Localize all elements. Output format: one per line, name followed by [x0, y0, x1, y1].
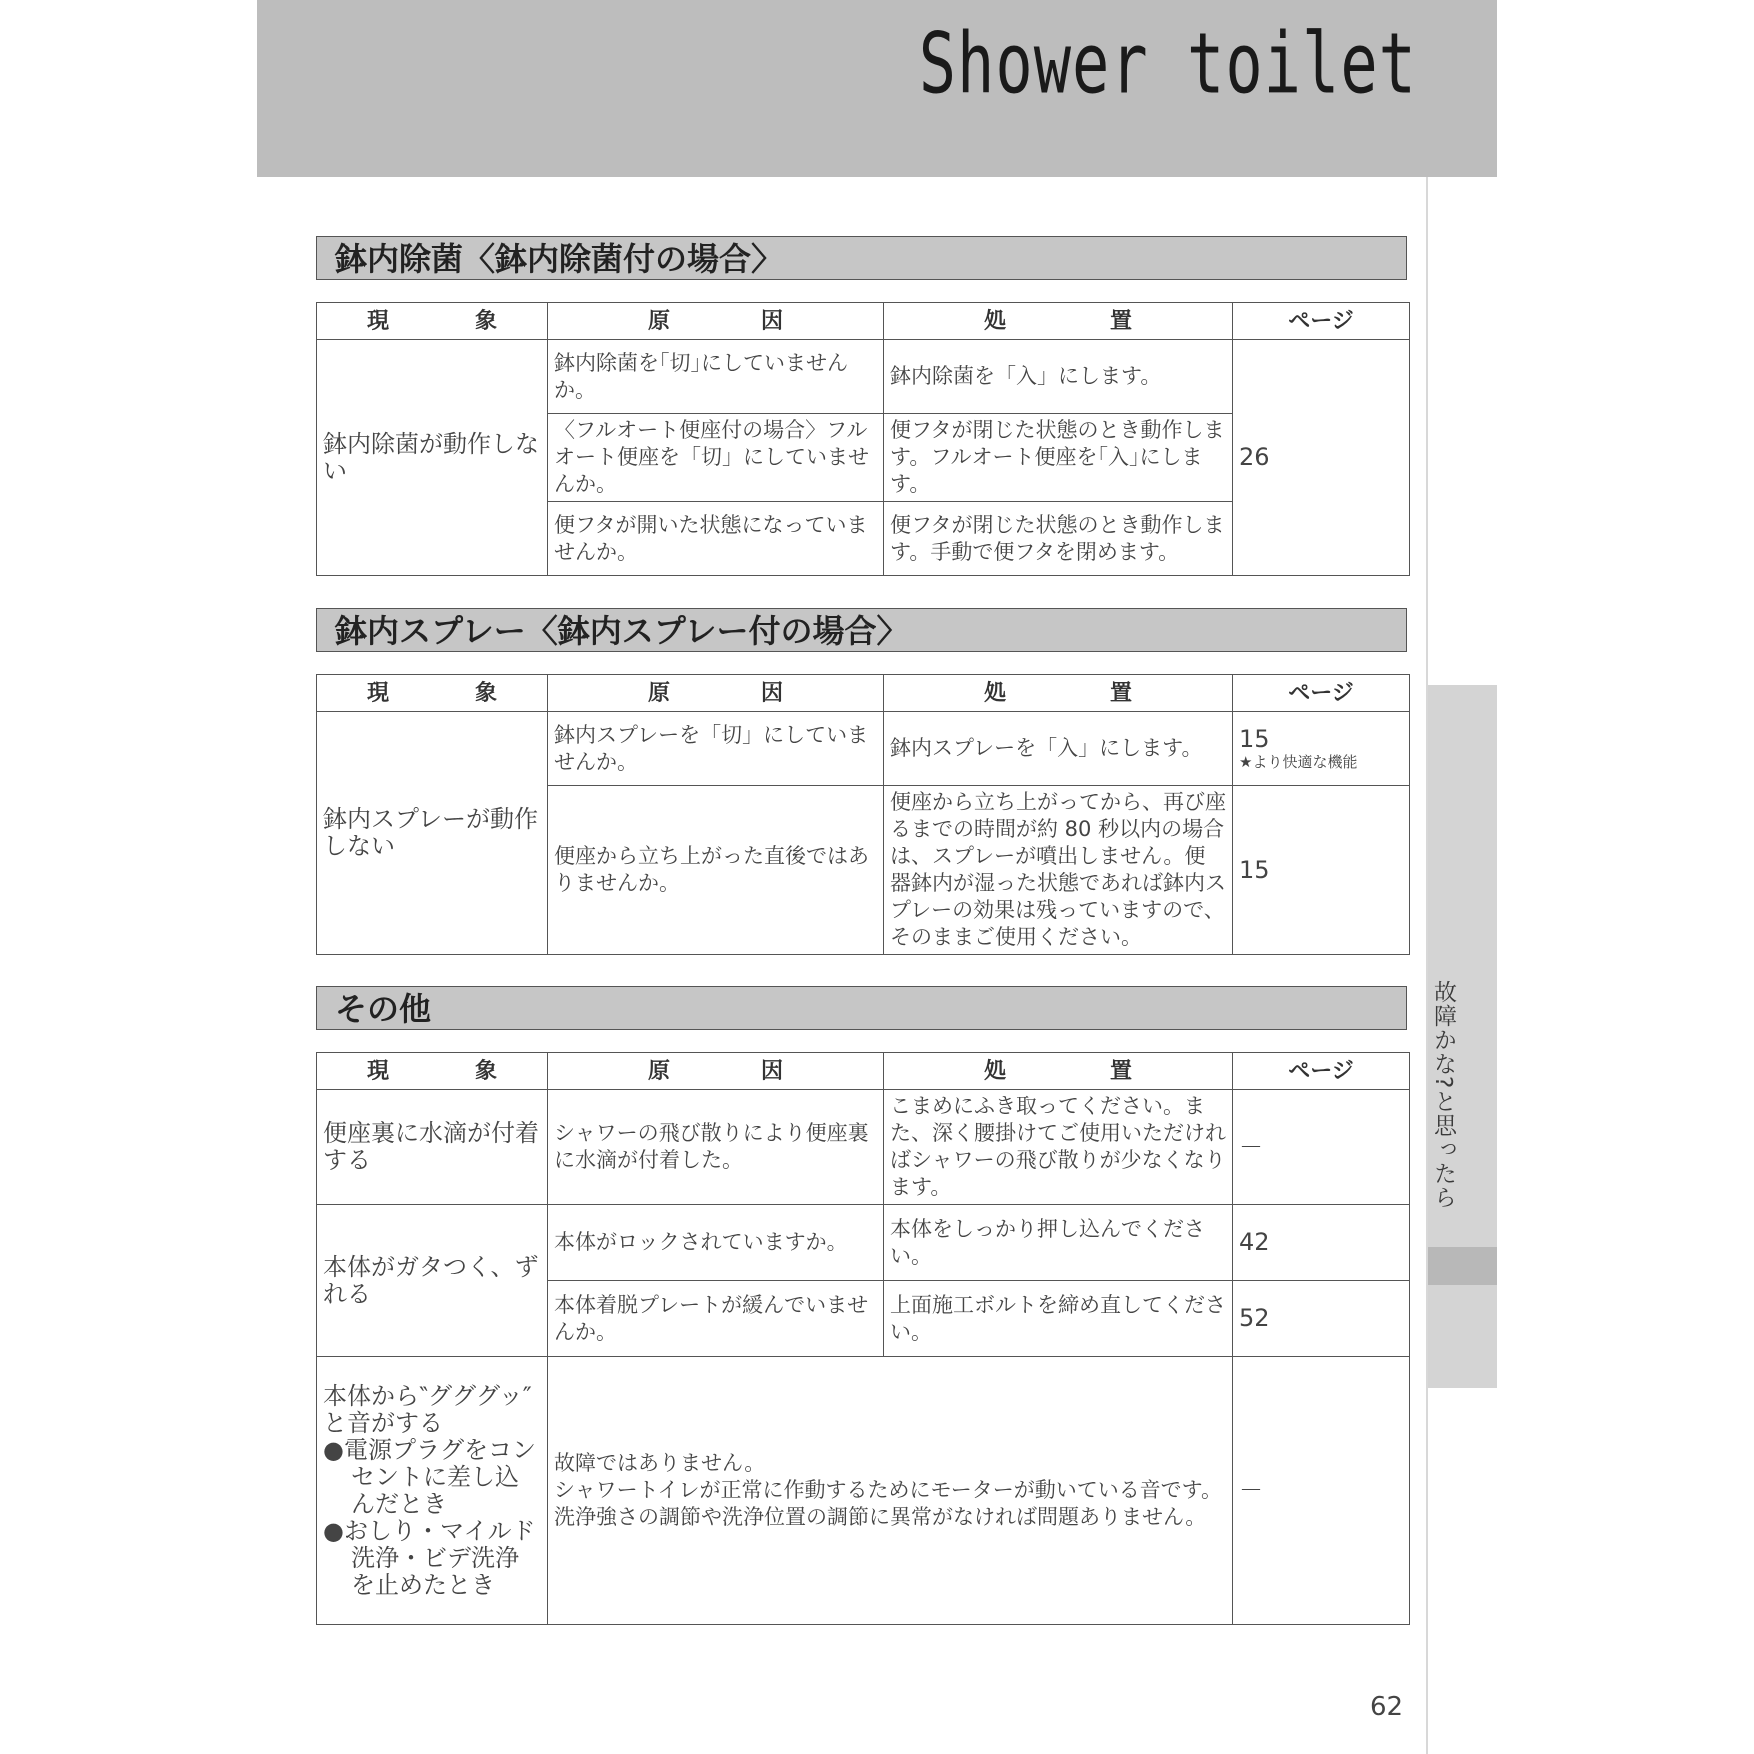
table-row	[317, 712, 1410, 786]
header-phenomenon: 現 象	[317, 303, 548, 340]
header-cause: 原 因	[548, 1053, 884, 1090]
page-ref-cell: 42	[1233, 1205, 1410, 1281]
table-other	[316, 1052, 1410, 1625]
page-header	[257, 0, 1497, 177]
page-ref-cell: 26	[1233, 340, 1410, 576]
page-ref-cell: 52	[1233, 1281, 1410, 1357]
side-tab-marker	[1428, 1247, 1497, 1285]
remedy-cell: 便フタが閉じた状態のとき動作します。フルオート便座を｢入｣にします。	[884, 414, 1233, 502]
header-remedy: 処 置	[884, 675, 1233, 712]
page-ref-cell: －	[1233, 1090, 1410, 1205]
cause-cell: 鉢内除菌を｢切｣にしていませんか。	[548, 340, 884, 414]
table-row	[317, 1090, 1410, 1205]
header-page: ページ	[1233, 303, 1410, 340]
symptom-text: 本体から‶グググッ″と音がする	[323, 1381, 532, 1437]
page-ref-cell: －	[1233, 1357, 1410, 1625]
explanation-cell	[548, 1357, 1233, 1625]
page-number: 62	[1370, 1692, 1404, 1722]
cause-cell: 本体着脱プレートが緩んでいませんか。	[548, 1281, 884, 1357]
page-ref: 15	[1239, 725, 1270, 753]
section-title-bowl-spray: 鉢内スプレー〈鉢内スプレー付の場合〉	[316, 608, 1407, 652]
remedy-cell: こまめにふき取ってください。また、深く腰掛けてご使用いただければシャワーの飛び散りが少なくなります。	[884, 1090, 1233, 1205]
explanation-line: 故障ではありません。	[554, 1451, 766, 1475]
header-page: ページ	[1233, 675, 1410, 712]
header-phenomenon: 現 象	[317, 675, 548, 712]
symptom-cell: 鉢内スプレーが動作しない	[317, 712, 548, 955]
header-page: ページ	[1233, 1053, 1410, 1090]
table-row	[317, 1357, 1410, 1625]
page-ref-cell	[1233, 712, 1410, 786]
table-bowl-spray	[316, 674, 1410, 955]
table-header-row	[317, 303, 1410, 340]
side-tab-label: 故障かな?と思ったら	[1430, 980, 1456, 1210]
list-item: ●電源プラグをコンセントに差し込んだとき	[323, 1435, 536, 1518]
cause-cell: シャワーの飛び散りにより便座裏に水滴が付着した。	[548, 1090, 884, 1205]
cause-cell: 鉢内スプレーを「切」にしていませんか。	[548, 712, 884, 786]
explanation-line: シャワートイレが正常に作動するためにモーターが動いている音です。	[554, 1478, 1223, 1502]
remedy-cell: 鉢内除菌を「入」にします。	[884, 340, 1233, 414]
table-header-row	[317, 1053, 1410, 1090]
table-header-row	[317, 675, 1410, 712]
symptom-cell	[317, 1357, 548, 1625]
table-row	[317, 340, 1410, 414]
condition-list	[323, 1437, 541, 1599]
list-item: ●おしり・マイルド洗浄・ビデ洗浄を止めたとき	[323, 1516, 536, 1599]
remedy-cell: 鉢内スプレーを「入」にします。	[884, 712, 1233, 786]
brand-logo: Shower toilet	[918, 14, 1417, 113]
symptom-cell: 本体がガタつく、ずれる	[317, 1205, 548, 1357]
remedy-cell: 本体をしっかり押し込んでください。	[884, 1205, 1233, 1281]
explanation-line: 洗浄強さの調節や洗浄位置の調節に異常がなければ問題ありません。	[554, 1505, 1207, 1529]
header-cause: 原 因	[548, 303, 884, 340]
page-note: ★より快適な機能	[1239, 753, 1358, 771]
section-title-bowl-sterilization: 鉢内除菌〈鉢内除菌付の場合〉	[316, 236, 1407, 280]
page-ref-cell: 15	[1233, 786, 1410, 955]
table-row	[317, 1205, 1410, 1281]
remedy-cell: 上面施工ボルトを締め直してください。	[884, 1281, 1233, 1357]
cause-cell: 便フタが開いた状態になっていませんか。	[548, 502, 884, 576]
cause-cell: 本体がロックされていますか。	[548, 1205, 884, 1281]
header-cause: 原 因	[548, 675, 884, 712]
remedy-cell: 便フタが閉じた状態のとき動作します。手動で便フタを閉めます。	[884, 502, 1233, 576]
cause-cell: 便座から立ち上がった直後ではありませんか。	[548, 786, 884, 955]
symptom-cell: 鉢内除菌が動作しない	[317, 340, 548, 576]
table-bowl-sterilization	[316, 302, 1410, 576]
symptom-cell: 便座裏に水滴が付着する	[317, 1090, 548, 1205]
remedy-cell: 便座から立ち上がってから、再び座るまでの時間が約 80 秒以内の場合は、スプレーが噴出しません。便器鉢内が湿った状態であれば鉢内スプレーの効果は残っていますので、そのままご使用ください。	[884, 786, 1233, 955]
cause-cell: 〈フルオート便座付の場合〉フルオート便座を「切」にしていませんか。	[548, 414, 884, 502]
header-phenomenon: 現 象	[317, 1053, 548, 1090]
header-remedy: 処 置	[884, 1053, 1233, 1090]
section-title-other: その他	[316, 986, 1407, 1030]
header-remedy: 処 置	[884, 303, 1233, 340]
